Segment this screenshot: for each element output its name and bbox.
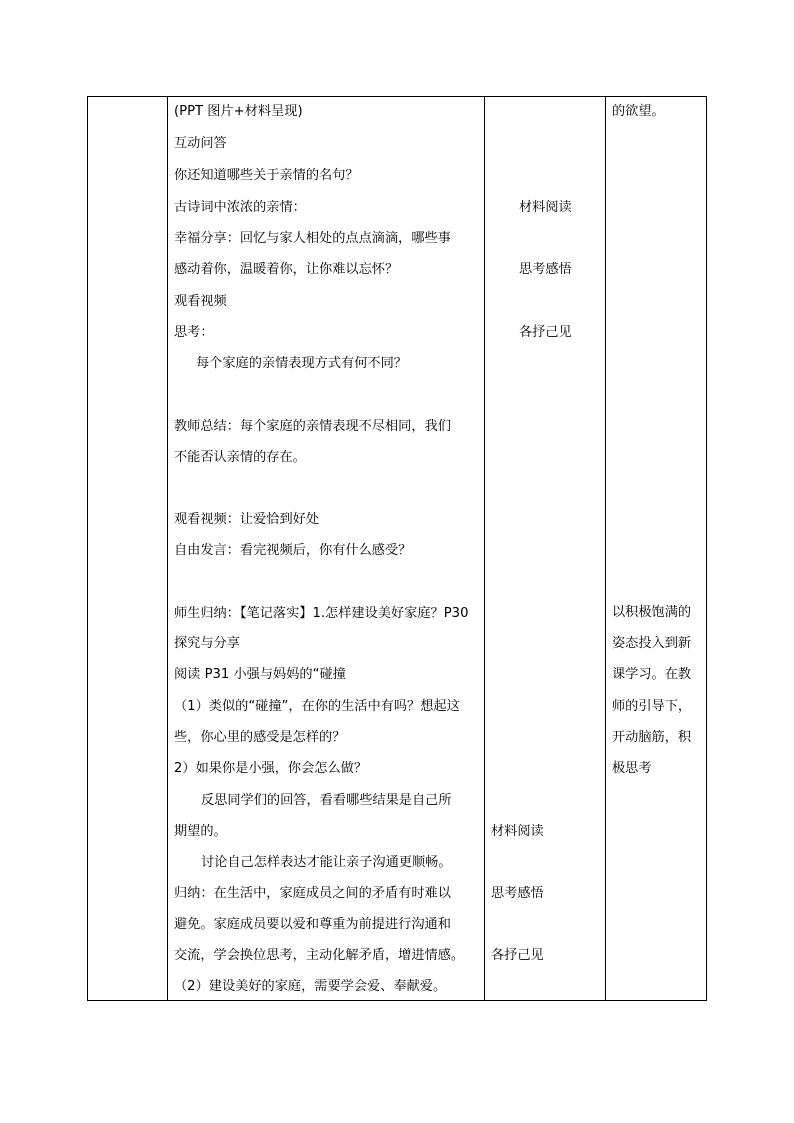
activity-line: 古诗词中浓浓的亲情： bbox=[174, 200, 306, 215]
student-activity-line: 各抒己见 bbox=[519, 325, 572, 340]
activity-line: 教师总结：每个家庭的亲情表现不尽相同，我们 bbox=[174, 419, 451, 434]
activity-line: 避免。家庭成员要以爱和尊重为前提进行沟通和 bbox=[174, 917, 451, 932]
activity-line: 观看视频：让爱恰到好处 bbox=[174, 512, 320, 527]
student-activity-line: 材料阅读 bbox=[491, 824, 544, 839]
activity-line: 些，你心里的感受是怎样的？ bbox=[174, 730, 346, 745]
activity-line: 互动问答 bbox=[174, 136, 227, 151]
design-intent-line: 师的引导下， bbox=[612, 699, 692, 714]
activity-line: 思考： bbox=[174, 325, 214, 340]
activity-line: 反思同学们的回答，看看哪些结果是自己所 bbox=[201, 793, 452, 808]
design-intent-line: 姿态投入到新 bbox=[612, 636, 692, 651]
design-intent-line: 的欲望。 bbox=[612, 104, 665, 119]
activity-line: （2）建设美好的家庭，需要学会爱、奉献爱。 bbox=[174, 979, 447, 994]
column-divider bbox=[484, 97, 485, 1000]
activity-line: 师生归纳：【笔记落实】1.怎样建设美好家庭？P30 bbox=[174, 606, 469, 621]
design-intent-line: 极思考 bbox=[612, 761, 652, 776]
activity-line: 2）如果你是小强，你会怎么做？ bbox=[174, 761, 368, 776]
activity-line: 观看视频 bbox=[174, 294, 227, 309]
activity-line: 讨论自己怎样表达才能让亲子沟通更顺畅。 bbox=[201, 855, 452, 870]
student-activity-line: 思考感悟 bbox=[491, 886, 544, 901]
design-intent-line: 课学习。在教 bbox=[612, 667, 692, 682]
column-divider bbox=[605, 97, 606, 1000]
design-intent-line: 以积极饱满的 bbox=[612, 605, 692, 620]
student-activity-line: 思考感悟 bbox=[519, 262, 572, 277]
activity-line: (PPT 图片+材料呈现) bbox=[174, 104, 303, 119]
activity-line: 每个家庭的亲情表现方式有何不同？ bbox=[196, 356, 407, 371]
activity-line: 期望的。 bbox=[174, 824, 227, 839]
lesson-plan-table bbox=[87, 96, 707, 1001]
activity-line: 不能否认亲情的存在。 bbox=[174, 450, 306, 465]
activity-line: 归纳：在生活中，家庭成员之间的矛盾有时难以 bbox=[174, 886, 451, 901]
activity-line: 幸福分享：回忆与家人相处的点点滴滴，哪些事 bbox=[174, 231, 451, 246]
activity-line: 你还知道哪些关于亲情的名句？ bbox=[174, 168, 359, 183]
activity-line: 阅读 P31 小强与妈妈的“碰撞 bbox=[174, 667, 346, 682]
student-activity-line: 各抒己见 bbox=[491, 948, 544, 963]
activity-line: 探究与分享 bbox=[174, 636, 240, 651]
activity-line: （1）类似的“碰撞”，在你的生活中有吗？想起这 bbox=[174, 699, 460, 714]
activity-line: 交流，学会换位思考，主动化解矛盾，增进情感。 bbox=[174, 948, 465, 963]
activity-line: 自由发言：看完视频后，你有什么感受？ bbox=[174, 543, 412, 558]
column-divider bbox=[167, 97, 168, 1000]
design-intent-line: 开动脑筋，积 bbox=[612, 730, 692, 745]
activity-line: 感动着你，温暖着你，让你难以忘怀？ bbox=[174, 262, 399, 277]
student-activity-line: 材料阅读 bbox=[519, 200, 572, 215]
